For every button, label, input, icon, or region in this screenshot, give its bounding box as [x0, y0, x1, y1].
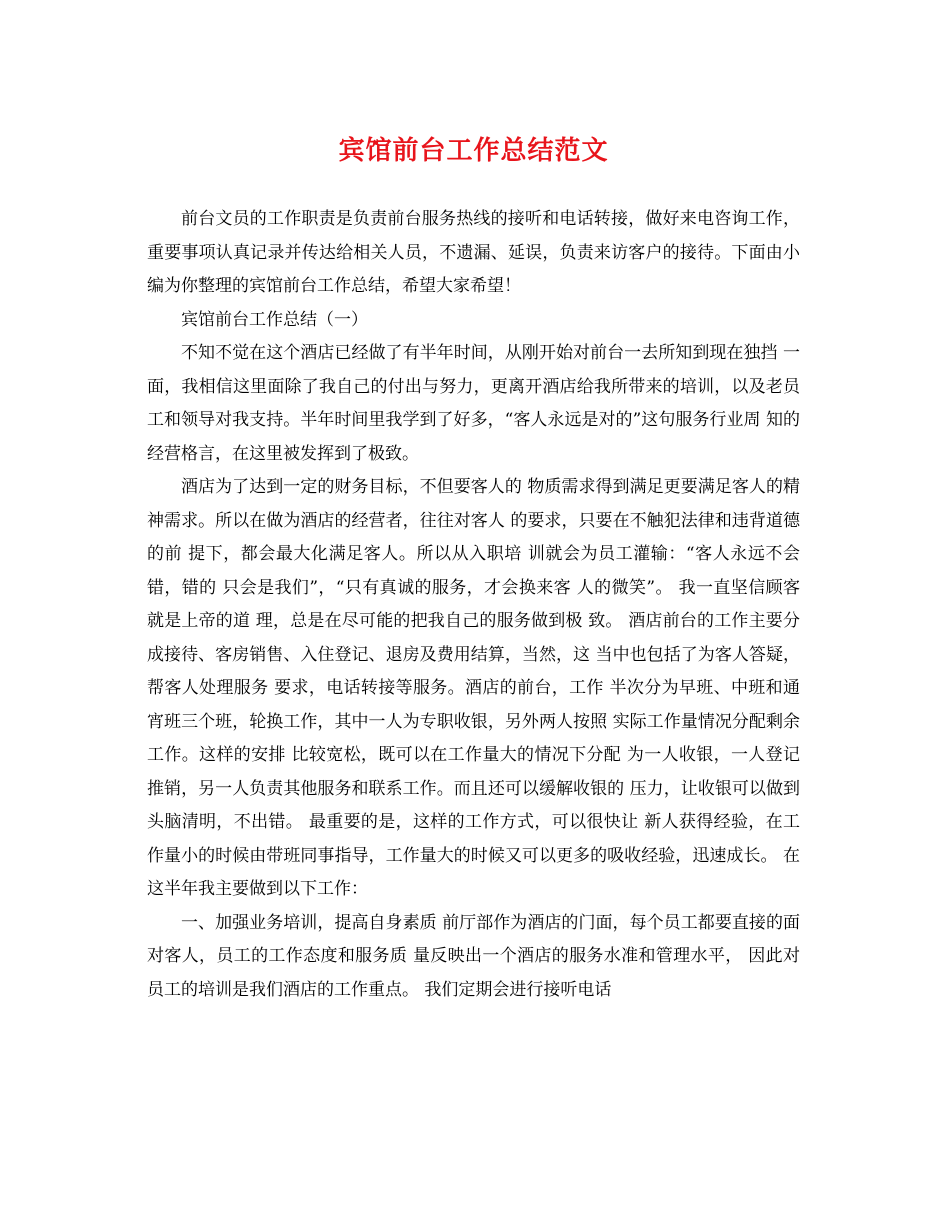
section-heading: 宾馆前台工作总结（一） — [181, 309, 368, 330]
paragraph-training: 一、加强业务培训，提高自身素质 前厅部作为酒店的门面，每个员工都要直接的面对客人，员工的工作态度和服务质 量反映出一个酒店的服务水准和管理水平， 因此对员工的培训是我们酒店的工作重点。 我们定期会进行接听电话 — [147, 912, 800, 1000]
paragraph-service: 酒店为了达到一定的财务目标，不但要客人的 物质需求得到满足更要满足客人的精神需求。所以在做为酒店的经营者，往往对客人 的要求，只要在不触犯法律和违背道德的前 提下，都会最大化满足客人。所以从入职培 训就会为员工灌输：“客人永远不会错，错的 只会是我们”，“只有真诚的服务，才会换来客 人的微笑”。 我一直坚信顾客就是上帝的道 理，总是在尽可能的把我自己的服务做到极 致。 酒店前台的工作主要分成接待、客房销售、入住登记、退房及费用结算，当然，这 当中也包括了为客人答疑，帮客人处理服务 要求，电话转接等服务。酒店的前台，工作 半次分为早班、中班和通宵班三个班，轮换工作，其中一人为专职收银，另外两人按照 实际工作量情况分配剩余工作。这样的安排 比较宽松，既可以在工作量大的情况下分配 为一人收银，一人登记推销，另一人负责其他服务和联系工作。而且还可以缓解收银的 压力，让收银可以做到头脑清明，不出错。 最重要的是，这样的工作方式，可以很快让 新人获得经验，在工作量小的时候由带班同事指导，工作量大的时候又可以更多的吸收经验，迅速成长。 在这半年我主要做到以下工作： — [147, 477, 800, 899]
document-body — [147, 203, 800, 1007]
paragraph-intro: 前台文员的工作职责是负责前台服务热线的接听和电话转接，做好来电咨询工作，重要事项认真记录并传达给相关人员，不遗漏、延误，负责来访客户的接待。下面由小编为你整理的宾馆前台工作总结，希望大家希望！ — [147, 209, 800, 296]
paragraph-experience: 不知不觉在这个酒店已经做了有半年时间，从刚开始对前台一去所知到现在独挡 一面，我相信这里面除了我自己的付出与努力，更离开酒店给我所带来的培训，以及老员工和领导对我支持。半年时间里我学到了好多，“客人永远是对的”这句服务行业周 知的经营格言，在这里被发挥到了极致。 — [147, 343, 800, 464]
document-title: 宾馆前台工作总结范文 — [338, 136, 609, 166]
